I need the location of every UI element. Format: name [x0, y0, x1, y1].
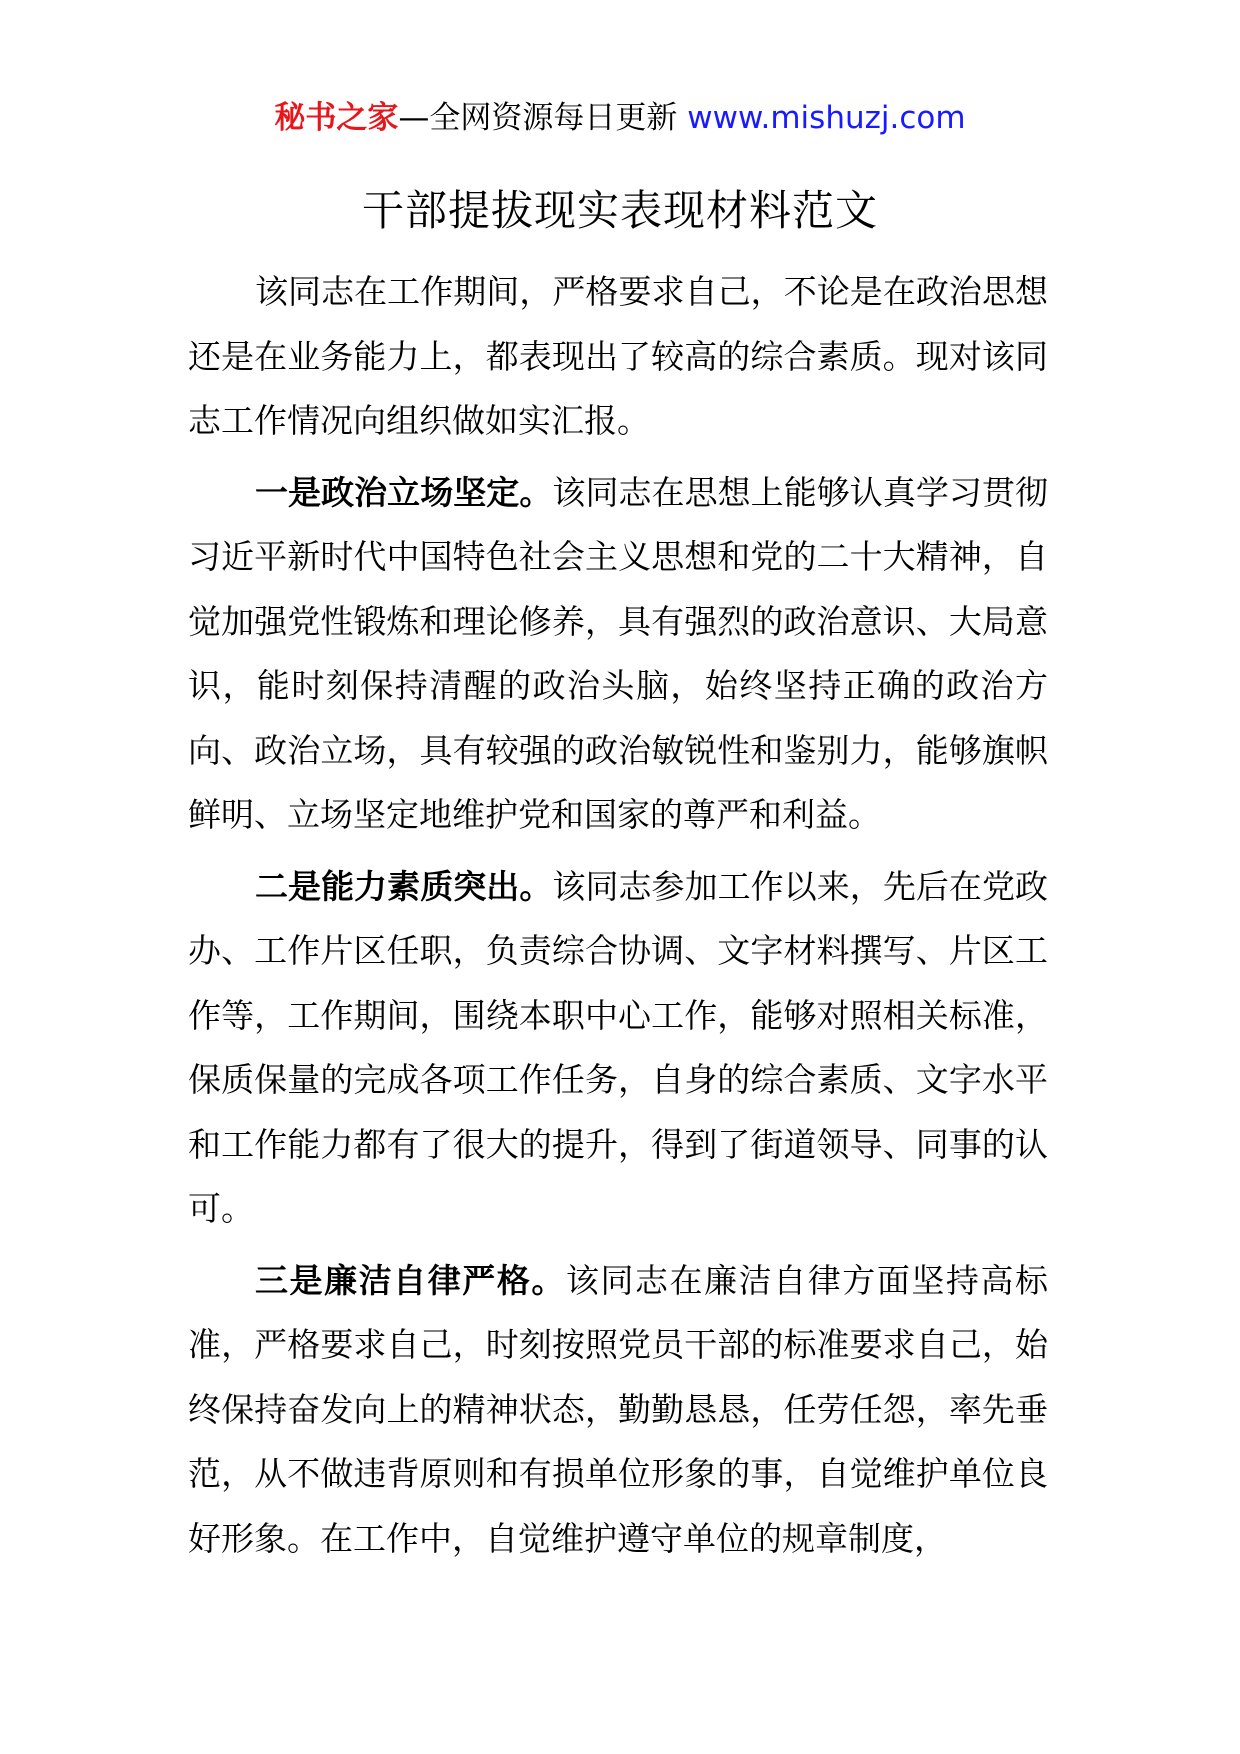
- header-tagline: —全网资源每日更新: [398, 100, 688, 136]
- section-heading: 一是政治立场坚定。: [255, 472, 553, 512]
- section-paragraph: [188, 461, 1048, 848]
- section-text: 该同志参加工作以来，先后在党政办、工作片区任职，负责综合协调、文字材料撰写、片区工作等，工作期间，围绕本职中心工作，能够对照相关标准，保质保量的完成各项工作任务，自身的综合素质、文字水平和工作能力都有了很大的提升，得到了街道领导、同事的认可。: [188, 866, 1049, 1228]
- section-paragraph: [188, 855, 1048, 1242]
- section-text: 该同志在廉洁自律方面坚持高标准，严格要求自己，时刻按照党员干部的标准要求自己，始终保持奋发向上的精神状态，勤勤恳恳，任劳任怨，率先垂范，从不做违背原则和有损单位形象的事，自觉维护单位良好形象。在工作中，自觉维护遵守单位的规章制度，: [188, 1260, 1049, 1558]
- section-heading: 二是能力素质突出。: [255, 866, 553, 906]
- document-body: [188, 260, 1048, 1578]
- page-header: [0, 98, 1240, 138]
- intro-paragraph: 该同志在工作期间，严格要求自己，不论是在政治思想还是在业务能力上，都表现出了较高的综合素质。现对该同志工作情况向组织做如实汇报。: [188, 272, 1048, 440]
- section-heading: 三是廉洁自律严格。: [255, 1260, 566, 1300]
- section-text: 该同志在思想上能够认真学习贯彻习近平新时代中国特色社会主义思想和党的二十大精神，自觉加强党性锻炼和理论修养，具有强烈的政治意识、大局意识，能时刻保持清醒的政治头脑，始终坚持正确的政治方向、政治立场，具有较强的政治敏锐性和鉴别力，能够旗帜鲜明、立场坚定地维护党和国家的尊严和利益。: [188, 472, 1049, 834]
- brand-name: 秘书之家: [274, 100, 399, 136]
- document-title: 干部提拔现实表现材料范文: [361, 186, 878, 235]
- section-paragraph: [188, 1249, 1048, 1572]
- site-url-link[interactable]: www.mishuzj.com: [687, 100, 966, 136]
